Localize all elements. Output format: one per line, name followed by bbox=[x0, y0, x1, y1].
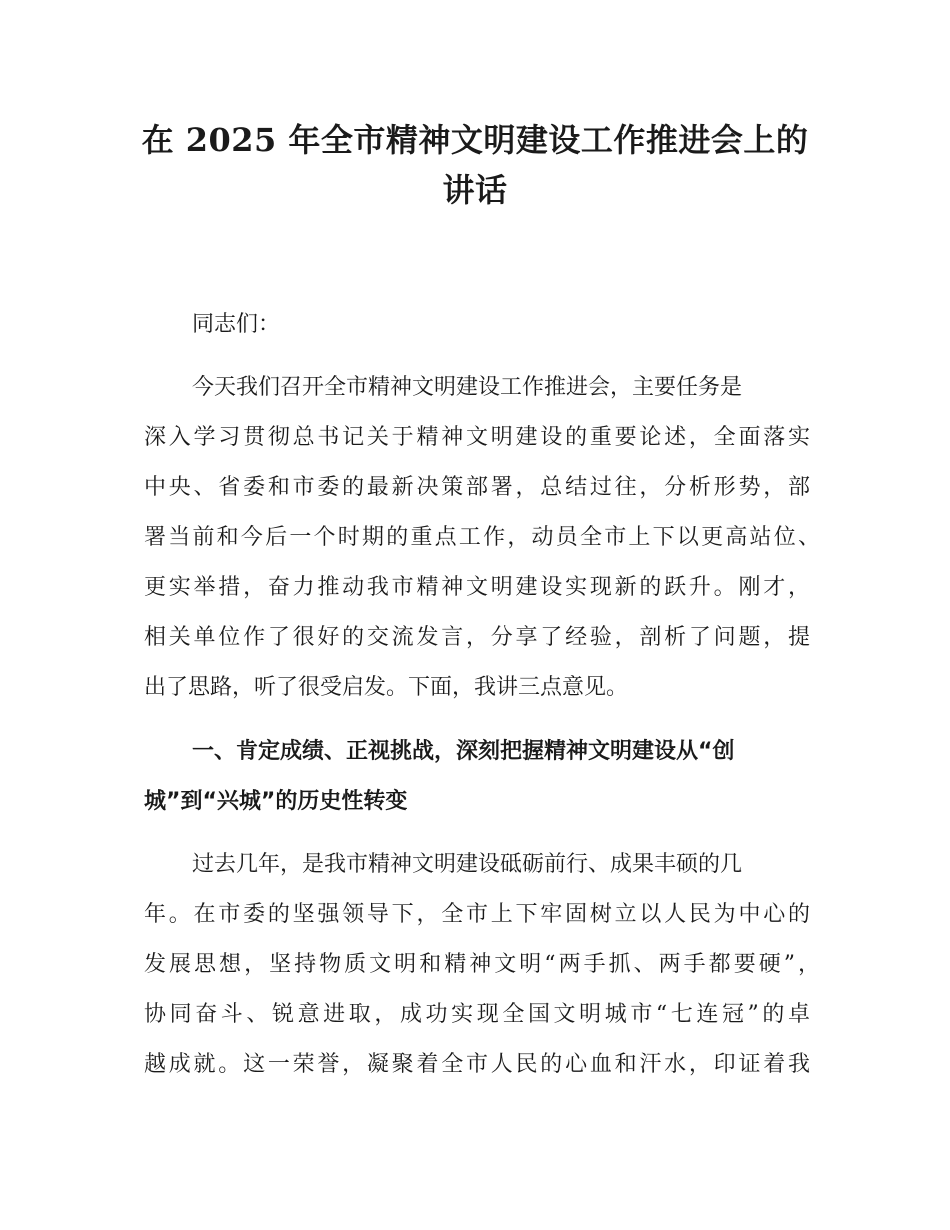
paragraph-1-line: 今天我们召开全市精神文明建设工作推进会，主要任务是 bbox=[192, 375, 743, 400]
paragraph-1-line: 中央、省委和市委的最新决策部署，总结过往，分析形势，部 bbox=[144, 475, 810, 500]
salutation: 同志们： bbox=[192, 312, 281, 337]
section-heading-1-line: 一、肯定成绩、正视挑战，深刻把握精神文明建设从“创 bbox=[192, 739, 735, 764]
paragraph-1-line: 相关单位作了很好的交流发言，分享了经验，剖析了问题，提 bbox=[144, 625, 810, 650]
paragraph-2-line: 协同奋斗、锐意进取，成功实现全国文明城市“七连冠”的卓 bbox=[144, 1002, 810, 1027]
document-title-line-1: 在 2025 年全市精神文明建设工作推进会上的 bbox=[141, 121, 809, 159]
section-heading-1-line: 城”到“兴城”的历史性转变 bbox=[144, 789, 408, 814]
paragraph-1-line: 更实举措，奋力推动我市精神文明建设实现新的跃升。刚才， bbox=[144, 575, 810, 600]
paragraph-2-line: 过去几年，是我市精神文明建设砥砺前行、成果丰硕的几 bbox=[192, 852, 743, 877]
paragraph-2-line: 发展思想，坚持物质文明和精神文明“两手抓、两手都要硬”， bbox=[144, 952, 820, 977]
paragraph-2-line: 越成就。这一荣誉，凝聚着全市人民的心血和汗水，印证着我 bbox=[144, 1052, 810, 1077]
document-title-line-2: 讲话 bbox=[442, 171, 508, 209]
paragraph-1-line: 深入学习贯彻总书记关于精神文明建设的重要论述，全面落实 bbox=[144, 425, 810, 450]
paragraph-1-line: 署当前和今后一个时期的重点工作，动员全市上下以更高站位、 bbox=[144, 525, 820, 550]
paragraph-2-line: 年。在市委的坚强领导下，全市上下牢固树立以人民为中心的 bbox=[144, 902, 810, 927]
paragraph-1-line: 出了思路，听了很受启发。下面，我讲三点意见。 bbox=[144, 675, 629, 700]
